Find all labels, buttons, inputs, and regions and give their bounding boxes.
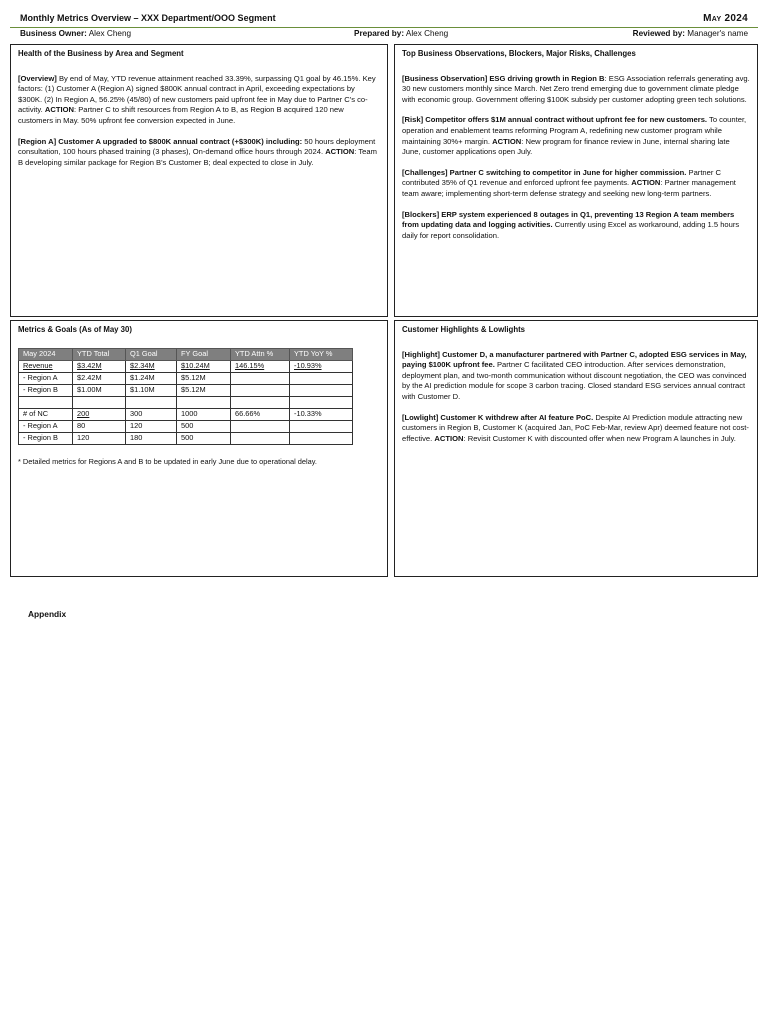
table-cell: Revenue	[19, 360, 73, 372]
prepared-by	[354, 29, 448, 38]
observation-item	[402, 74, 750, 106]
action-label: ACTION	[44, 105, 74, 115]
document-title: Monthly Metrics Overview – XXX Department/OOO Segment	[20, 13, 276, 23]
table-cell	[290, 396, 353, 408]
appendix-heading: Appendix	[28, 609, 67, 619]
observation-heading: [Challenges] Partner C switching to competitor in June for higher commission.	[402, 167, 687, 177]
report-month: May 2024	[703, 13, 748, 24]
table-header-row	[19, 348, 353, 360]
section-title: Customer Highlights & Lowlights	[402, 325, 526, 334]
table-cell	[231, 432, 290, 444]
table-cell: 120	[73, 432, 126, 444]
table-cell: - Region A	[19, 420, 73, 432]
table-cell	[177, 396, 231, 408]
table-cell	[290, 384, 353, 396]
action-label: ACTION	[434, 433, 464, 443]
document-header	[20, 13, 748, 27]
table-cell: 180	[126, 432, 177, 444]
health-of-business-section	[10, 44, 388, 317]
table-cell	[231, 372, 290, 384]
region-a-text: 50 hours deployment consultation, 100 hours phased training (3 phases), On-demand office hours through 2024.	[18, 136, 376, 157]
table-cell: $5.12M	[177, 384, 231, 396]
metrics-table	[18, 348, 353, 445]
table-cell	[231, 420, 290, 432]
table-cell: $1.10M	[126, 384, 177, 396]
action-label: ACTION	[325, 147, 355, 157]
table-cell: # of NC	[19, 408, 73, 420]
observation-heading: [Business Observation] ESG driving growth in Region B	[402, 73, 605, 83]
table-row	[19, 408, 353, 420]
business-owner	[20, 29, 131, 38]
metrics-footnote: * Detailed metrics for Regions A and B to be updated in early June due to operational delay.	[18, 456, 317, 466]
reviewed-by-label: Reviewed by:	[632, 29, 685, 38]
table-cell	[231, 396, 290, 408]
table-cell	[290, 420, 353, 432]
observation-text: Partner C contributed 35% of Q1 revenue and enforced upfront fee payments.	[402, 167, 721, 188]
table-cell: - Region B	[19, 432, 73, 444]
document-byline	[20, 29, 748, 41]
section-title: Health of the Business by Area and Segment	[18, 49, 184, 58]
region-a-paragraph	[18, 137, 380, 169]
customer-highlights-section	[394, 320, 758, 577]
table-cell	[231, 384, 290, 396]
observation-heading: [Blockers] ERP system experienced 8 outages in Q1, preventing 13 Region A team members from updating data and logging activities.	[402, 209, 735, 230]
table-cell: 300	[126, 408, 177, 420]
table-cell: 500	[177, 432, 231, 444]
table-cell: - Region B	[19, 384, 73, 396]
region-a-action-text: : Team B developing similar package for Region B's Customer B; deal expected to close in July.	[18, 147, 377, 167]
table-cell: $1.00M	[73, 384, 126, 396]
table-cell: 66.66%	[231, 408, 290, 420]
reviewed-by-value: Manager's name	[687, 29, 748, 38]
table-row	[19, 432, 353, 444]
prepared-by-label: Prepared by:	[354, 29, 405, 38]
table-cell: 146.15%	[231, 360, 290, 372]
metrics-goals-section	[10, 320, 388, 577]
observation-heading: [Risk] Competitor offers $1M annual contract without upfront fee for new customers.	[402, 115, 708, 125]
highlight-text: Partner C facilitated CEO introduction. After services demonstration, deployment plan, and two-month communication without discount negotiation, the CEO was convinced by the AI prediction module for scope 3 carbon tracing. Closed standard ESG services annual contract with Customer D.	[402, 360, 747, 401]
action-label: ACTION	[631, 178, 661, 188]
reviewed-by	[633, 29, 748, 38]
table-cell: - Region A	[19, 372, 73, 384]
table-cell: 500	[177, 420, 231, 432]
lowlight-heading: [Lowlight] Customer K withdrew after AI feature PoC.	[402, 412, 594, 422]
observation-item	[402, 168, 750, 200]
observation-action-text: : Partner management team aware; implementing short-term defense strategy and seeking new long-term partners.	[402, 178, 736, 198]
table-cell: 1000	[177, 408, 231, 420]
column-header: YTD YoY %	[290, 348, 353, 360]
column-header: YTD Total	[73, 348, 126, 360]
observation-text: Currently using Excel as workaround, adding 1.5 hours daily for report consolidation.	[402, 220, 740, 240]
table-cell	[73, 396, 126, 408]
table-row	[19, 396, 353, 408]
table-cell: -10.33%	[290, 408, 353, 420]
column-header: YTD Attn %	[231, 348, 290, 360]
table-cell	[126, 396, 177, 408]
table-cell: $3.42M	[73, 360, 126, 372]
observation-text: : ESG Association referrals generating avg. 30 new customers monthly since March. Net Zero trend emerging due to government climate pledge with economic group. Government offering $100K subsidy per customer adopting green tech solutions.	[402, 73, 750, 104]
observation-item	[402, 210, 750, 242]
highlight-item	[402, 350, 750, 403]
overview-paragraph	[18, 74, 380, 127]
table-cell: $2.34M	[126, 360, 177, 372]
lowlight-text: Despite AI Prediction module attracting new customers in Region B, Customer K (acquired Jan, PoC Feb-Mar, review Apr) deemed feature not cost-effective.	[402, 412, 749, 443]
table-row	[19, 420, 353, 432]
overview-text: By end of May, YTD revenue attainment reached 33.39%, surpassing Q1 goal by 46.15%. Key factors: (1) Customer A (Region A) signed $800K annual contract in April, exceeding expectations by $300K. (2) In Region A, 56.25% (45/80) of new customers paid upfront fee in May due to Partner C's co-activity.	[18, 73, 376, 115]
business-owner-label: Business Owner:	[20, 29, 87, 38]
section-title: Top Business Observations, Blockers, Major Risks, Challenges	[402, 49, 636, 58]
table-row	[19, 384, 353, 396]
table-cell: 80	[73, 420, 126, 432]
table-row	[19, 372, 353, 384]
region-a-heading: [Region A] Customer A upgraded to $800K annual contract (+$300K) including:	[18, 136, 303, 146]
table-row	[19, 360, 353, 372]
observation-text: To counter, operation and enablement teams reforming Program A, redefining new customer program while maintaining 30%+ margin.	[402, 115, 747, 146]
header-divider	[10, 27, 758, 28]
prepared-by-value: Alex Cheng	[405, 29, 449, 38]
column-header: Q1 Goal	[126, 348, 177, 360]
observation-item	[402, 115, 750, 157]
column-header: FY Goal	[177, 348, 231, 360]
table-cell: $5.12M	[177, 372, 231, 384]
table-cell: -10.93%	[290, 360, 353, 372]
overview-action-text: : Partner C to shift resources from Region A to B, as Region B acquired 120 new customers in May. 50% upfront fee conversion expected in June.	[18, 105, 344, 125]
overview-tag: [Overview]	[18, 73, 57, 83]
lowlight-action-text: : Revisit Customer K with discounted offer when new Program A launches in July.	[463, 433, 736, 443]
observations-section	[394, 44, 758, 317]
action-label: ACTION	[492, 136, 522, 146]
table-cell: 200	[73, 408, 126, 420]
lowlight-item	[402, 413, 750, 445]
table-cell: $2.42M	[73, 372, 126, 384]
table-cell	[290, 372, 353, 384]
table-cell	[19, 396, 73, 408]
table-cell: 120	[126, 420, 177, 432]
table-cell: $10.24M	[177, 360, 231, 372]
business-owner-value: Alex Cheng	[88, 29, 132, 38]
observation-action-text: : New program for finance review in June, internal sharing late June, customer applications open July.	[402, 136, 730, 157]
column-header: May 2024	[19, 348, 73, 360]
highlight-heading: [Highlight] Customer D, a manufacturer partnered with Partner C, adopted ESG services in May, paying $100K upfront fee.	[402, 349, 747, 370]
table-cell: $1.24M	[126, 372, 177, 384]
table-cell	[290, 432, 353, 444]
section-title: Metrics & Goals (As of May 30)	[18, 325, 132, 334]
